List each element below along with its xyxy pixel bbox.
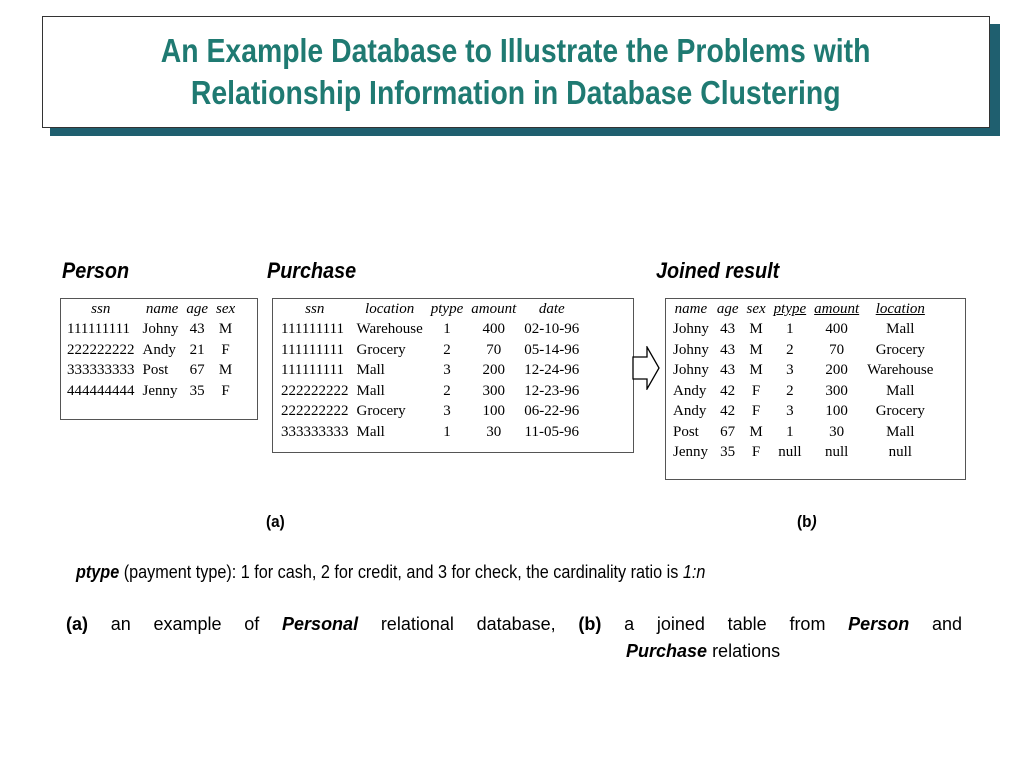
purchase-col-ptype: ptype: [430, 301, 464, 317]
table-cell: null: [888, 444, 912, 460]
joined-col-location: location: [875, 301, 925, 317]
table-cell: 1: [443, 423, 451, 440]
joined-col-ptype: ptype: [773, 301, 807, 317]
desc-word: and: [931, 614, 962, 634]
desc-purchase: Purchase: [626, 641, 708, 661]
desc-b-label: (b): [578, 614, 602, 634]
table-cell: 300: [825, 382, 848, 399]
table-cell: 111111111: [281, 341, 345, 358]
table-cell: 30: [486, 423, 502, 440]
table-cell: 43: [189, 321, 205, 337]
table-cell: 43: [720, 341, 736, 358]
caption-b-prefix: (b: [797, 512, 812, 531]
description: [66, 611, 962, 665]
table-row: [669, 319, 937, 340]
table-cell: Mall: [886, 321, 915, 337]
table-cell: 70: [829, 341, 845, 358]
table-row: [669, 360, 937, 381]
table-cell: M: [749, 341, 763, 358]
table-cell: 70: [486, 341, 502, 358]
table-cell: F: [751, 403, 761, 419]
table-cell: 3: [443, 362, 451, 378]
joined-col-amount: amount: [814, 301, 860, 317]
table-cell: 02-10-96: [524, 321, 580, 337]
table-cell: Mall: [356, 362, 385, 378]
table-row: [277, 401, 583, 422]
table-cell: Jenny: [142, 382, 178, 399]
desc-word: joined: [656, 614, 705, 634]
table-cell: 21: [189, 341, 205, 358]
table-row: [63, 340, 239, 361]
table-cell: 2: [786, 382, 794, 399]
table-cell: Warehouse: [867, 362, 934, 378]
table-row: [277, 422, 583, 443]
table-cell: Johny: [673, 362, 709, 378]
table-row: [63, 360, 239, 381]
note-text: (payment type): 1 for cash, 2 for credit, and 3 for check, the cardinality ratio is: [119, 562, 683, 582]
table-row: [669, 340, 937, 361]
table-cell: 06-22-96: [524, 403, 580, 419]
table-cell: Andy: [673, 382, 707, 399]
joined-heading: Joined result: [656, 258, 780, 283]
table-cell: Grocery: [875, 341, 925, 358]
table-cell: 43: [720, 362, 736, 378]
ptype-note: [76, 562, 705, 583]
table-row: [669, 442, 937, 463]
table-row: [669, 422, 937, 443]
purchase-col-location: location: [365, 301, 415, 317]
table-cell: 400: [482, 321, 505, 337]
table-cell: 35: [720, 444, 736, 460]
table-cell: M: [218, 321, 233, 337]
table-cell: Andy: [142, 341, 176, 358]
table-cell: M: [749, 423, 763, 440]
table-cell: 12-23-96: [524, 382, 580, 399]
desc-word: from: [789, 614, 826, 634]
purchase-heading: Purchase: [267, 258, 357, 283]
person-col-age: age: [186, 301, 209, 317]
table-cell: null: [824, 444, 849, 460]
table-cell: 67: [720, 423, 736, 440]
caption-b-suffix: ): [811, 512, 817, 531]
purchase-col-ssn: ssn: [305, 301, 325, 317]
table-cell: 333333333: [67, 362, 135, 378]
desc-word: database,: [476, 614, 556, 634]
table-cell: 222222222: [67, 341, 135, 358]
table-cell: 42: [720, 403, 736, 419]
title-line-2: Relationship Information in Database Clustering: [191, 74, 841, 111]
table-cell: M: [749, 321, 763, 337]
desc-word: example: [153, 614, 222, 634]
table-cell: Grocery: [356, 403, 406, 419]
table-cell: Grocery: [356, 341, 406, 358]
right-arrow-icon: [632, 346, 660, 390]
table-cell: 1: [786, 423, 794, 440]
description-line-1: [66, 611, 962, 638]
table-cell: 67: [189, 362, 205, 378]
table-cell: 12-24-96: [524, 362, 580, 378]
table-cell: 35: [189, 382, 205, 399]
table-cell: 30: [829, 423, 845, 440]
table-cell: Mall: [886, 423, 915, 440]
table-cell: F: [221, 382, 230, 399]
table-cell: 1: [443, 321, 451, 337]
table-cell: Mall: [356, 423, 385, 440]
joined-col-name: name: [674, 301, 708, 317]
table-cell: 2: [443, 341, 451, 358]
table-cell: 2: [786, 341, 794, 358]
table-cell: Johny: [142, 321, 179, 337]
table-cell: Jenny: [673, 444, 708, 460]
table-cell: M: [218, 362, 233, 378]
person-col-name: name: [145, 301, 179, 317]
table-row: [277, 340, 583, 361]
table-cell: Grocery: [875, 403, 925, 419]
desc-word: a: [624, 614, 635, 634]
desc-a-label: (a): [66, 614, 88, 634]
note-ratio: 1:n: [682, 562, 706, 582]
desc-word: of: [244, 614, 260, 634]
table-cell: 05-14-96: [524, 341, 580, 358]
table-cell: 42: [720, 382, 736, 399]
table-cell: 222222222: [281, 403, 349, 419]
table-cell: Andy: [673, 403, 707, 419]
table-row: [277, 381, 583, 402]
table-cell: 100: [482, 403, 505, 419]
table-cell: F: [751, 382, 761, 399]
table-cell: M: [749, 362, 763, 378]
person-heading: Person: [62, 258, 130, 283]
desc-word: an: [110, 614, 131, 634]
desc-word: table: [727, 614, 767, 634]
table-cell: 2: [443, 382, 451, 399]
table-cell: 200: [482, 362, 505, 378]
table-cell: 111111111: [67, 321, 131, 337]
table-row: [63, 319, 239, 340]
person-col-ssn: ssn: [91, 301, 111, 317]
table-cell: 11-05-96: [524, 423, 579, 440]
joined-col-sex: sex: [746, 301, 766, 317]
table-cell: 200: [825, 362, 848, 378]
table-cell: 400: [825, 321, 848, 337]
table-cell: 3: [786, 403, 794, 419]
table-cell: 111111111: [281, 321, 345, 337]
table-cell: Johny: [673, 321, 709, 337]
note-term: ptype: [76, 562, 120, 582]
person-table: [60, 298, 258, 420]
table-cell: Warehouse: [356, 321, 423, 337]
table-cell: 43: [720, 321, 736, 337]
table-row: [277, 319, 583, 340]
table-row: [277, 360, 583, 381]
title-line-1: An Example Database to Illustrate the Problems with: [161, 32, 871, 69]
table-cell: F: [751, 444, 761, 460]
table-cell: 333333333: [281, 423, 349, 440]
desc-person: Person: [848, 614, 910, 634]
table-cell: null: [778, 444, 802, 460]
purchase-table: [272, 298, 634, 453]
table-cell: Johny: [673, 341, 709, 358]
person-col-sex: sex: [216, 301, 236, 317]
description-line-2: [66, 638, 962, 665]
table-cell: F: [221, 341, 230, 358]
table-row: [669, 381, 937, 402]
caption-b: [797, 512, 817, 532]
table-cell: 3: [443, 403, 451, 419]
table-cell: Post: [142, 362, 169, 378]
table-row: [669, 401, 937, 422]
table-cell: Post: [673, 423, 699, 440]
purchase-col-date: date: [538, 301, 565, 317]
desc-word: relational: [380, 614, 454, 634]
table-row: [63, 381, 239, 402]
table-cell: 100: [825, 403, 848, 419]
table-cell: Mall: [886, 382, 915, 399]
title-box: [42, 16, 990, 128]
joined-table: [665, 298, 966, 480]
purchase-col-amount: amount: [471, 301, 517, 317]
caption-a: (a): [266, 512, 285, 531]
table-cell: 444444444: [67, 382, 135, 399]
table-cell: 111111111: [281, 362, 345, 378]
table-cell: Mall: [356, 382, 385, 399]
table-cell: 3: [786, 362, 794, 378]
desc-personal: Personal: [282, 614, 359, 634]
table-cell: 300: [482, 382, 505, 399]
table-cell: 222222222: [281, 382, 349, 399]
joined-col-age: age: [716, 301, 739, 317]
table-cell: 1: [786, 321, 794, 337]
desc-relations: relations: [712, 641, 781, 661]
